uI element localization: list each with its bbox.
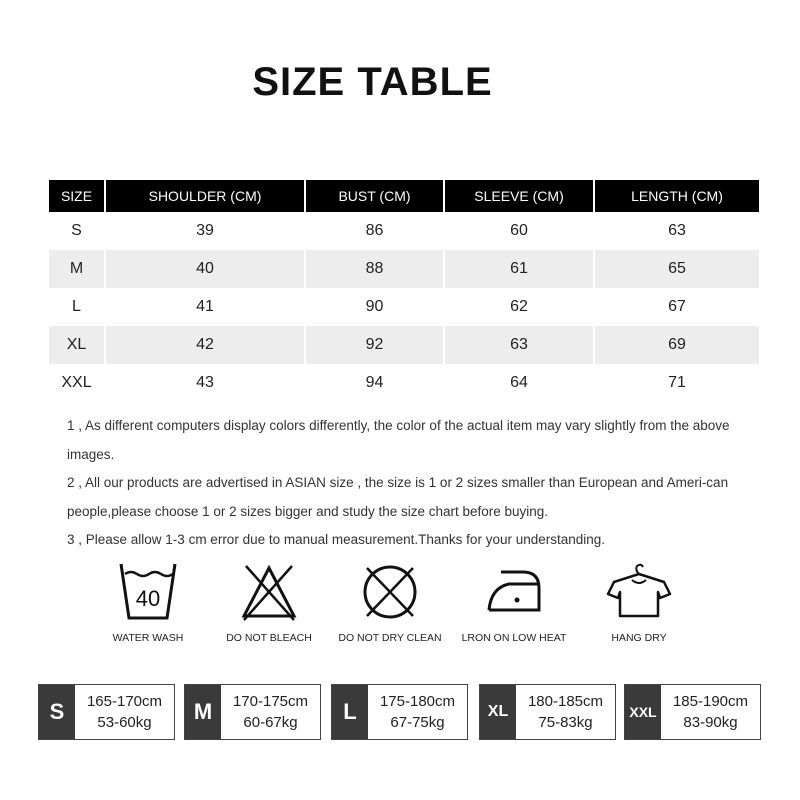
header-size: SIZE xyxy=(49,180,104,212)
table-cell: 67 xyxy=(668,298,686,315)
chip-info xyxy=(221,685,320,739)
table-cell: 43 xyxy=(196,374,214,391)
table-cell: 65 xyxy=(595,250,759,288)
do-not-bleach-icon xyxy=(234,560,304,624)
care-item-water-wash xyxy=(86,560,210,644)
chip-info xyxy=(516,685,615,739)
chip-info xyxy=(661,685,760,739)
chip-size-label: M xyxy=(185,685,221,739)
care-label: LRON ON LOW HEAT xyxy=(461,632,567,644)
table-cell: 61 xyxy=(445,250,593,288)
chip-weight: 60-67kg xyxy=(243,714,298,731)
table-cell: 63 xyxy=(668,222,686,239)
size-chip-xxl xyxy=(624,684,761,740)
table-header-row xyxy=(49,180,759,212)
notes xyxy=(67,412,747,555)
chip-height: 165-170cm xyxy=(86,693,163,710)
table-row xyxy=(49,250,759,288)
page-title: SIZE TABLE xyxy=(252,60,493,104)
chip-height: 170-175cm xyxy=(232,693,309,710)
header-shoulder: SHOULDER (CM) xyxy=(106,180,304,212)
table-cell: 88 xyxy=(306,250,443,288)
chip-size-label: XL xyxy=(480,685,516,739)
table-cell: 64 xyxy=(510,374,528,391)
care-label: DO NOT DRY CLEAN xyxy=(338,632,442,644)
note-2: 2 , All our products are advertised in ASIAN size , the size is 1 or 2 sizes smaller than European and Ameri-can people,please choose 1 or 2 sizes bigger and study the size chart before buying. xyxy=(67,475,729,519)
table-row xyxy=(49,212,759,250)
hang-dry-icon xyxy=(604,560,674,624)
chip-size-label: S xyxy=(39,685,75,739)
size-chips xyxy=(0,684,800,742)
care-item-hang-dry xyxy=(577,560,701,644)
chip-size-label: L xyxy=(332,685,368,739)
table-cell: 71 xyxy=(668,374,686,391)
table-cell: L xyxy=(72,298,81,315)
note-1: 1 , As different computers display colors differently, the color of the actual item may vary slightly from the above images. xyxy=(67,418,730,462)
size-chip-l xyxy=(331,684,468,740)
chip-info xyxy=(368,685,467,739)
chip-weight: 67-75kg xyxy=(390,714,445,731)
care-label: DO NOT BLEACH xyxy=(226,632,312,644)
table-cell: S xyxy=(71,222,82,239)
header-length: LENGTH (CM) xyxy=(595,180,759,212)
chip-info xyxy=(75,685,174,739)
chip-height: 185-190cm xyxy=(672,693,749,710)
care-item-iron-low-heat xyxy=(452,560,576,644)
care-instructions xyxy=(95,560,715,650)
table-cell: 39 xyxy=(196,222,214,239)
table-cell: 94 xyxy=(365,374,384,391)
chip-weight: 83-90kg xyxy=(683,714,738,731)
care-item-do-not-dry-clean xyxy=(328,560,452,644)
table-row xyxy=(49,326,759,364)
table-cell: M xyxy=(49,250,104,288)
table-cell: 69 xyxy=(595,326,759,364)
table-cell: 42 xyxy=(106,326,304,364)
do-not-dry-clean-icon xyxy=(355,560,425,624)
size-chip-s xyxy=(38,684,175,740)
table-cell: XXL xyxy=(61,374,92,391)
table-cell: 90 xyxy=(365,298,384,315)
wash-temperature: 40 xyxy=(135,586,161,611)
care-item-do-not-bleach xyxy=(207,560,331,644)
table-cell: 41 xyxy=(196,298,214,315)
table-cell: 40 xyxy=(106,250,304,288)
note-3: 3 , Please allow 1-3 cm error due to manual measurement.Thanks for your understanding. xyxy=(67,532,606,548)
table-cell: XL xyxy=(49,326,104,364)
chip-weight: 75-83kg xyxy=(538,714,593,731)
table-row xyxy=(49,288,759,326)
care-label: HANG DRY xyxy=(611,632,667,644)
table-cell: 92 xyxy=(306,326,443,364)
size-chip-m xyxy=(184,684,321,740)
chip-weight: 53-60kg xyxy=(97,714,152,731)
table-cell: 62 xyxy=(510,298,528,315)
chip-height: 175-180cm xyxy=(379,693,456,710)
size-chip-xl xyxy=(479,684,616,740)
table-cell: 86 xyxy=(365,222,384,239)
care-label: WATER WASH xyxy=(112,632,184,644)
iron-low-heat-icon xyxy=(479,560,549,624)
chip-height: 180-185cm xyxy=(527,693,604,710)
table-cell: 60 xyxy=(510,222,528,239)
table-cell: 63 xyxy=(445,326,593,364)
header-sleeve: SLEEVE (CM) xyxy=(445,180,593,212)
table-row xyxy=(49,364,759,402)
chip-size-label: XXL xyxy=(625,685,661,739)
size-table xyxy=(47,180,761,402)
header-bust: BUST (CM) xyxy=(306,180,443,212)
water-wash-icon xyxy=(113,560,183,624)
